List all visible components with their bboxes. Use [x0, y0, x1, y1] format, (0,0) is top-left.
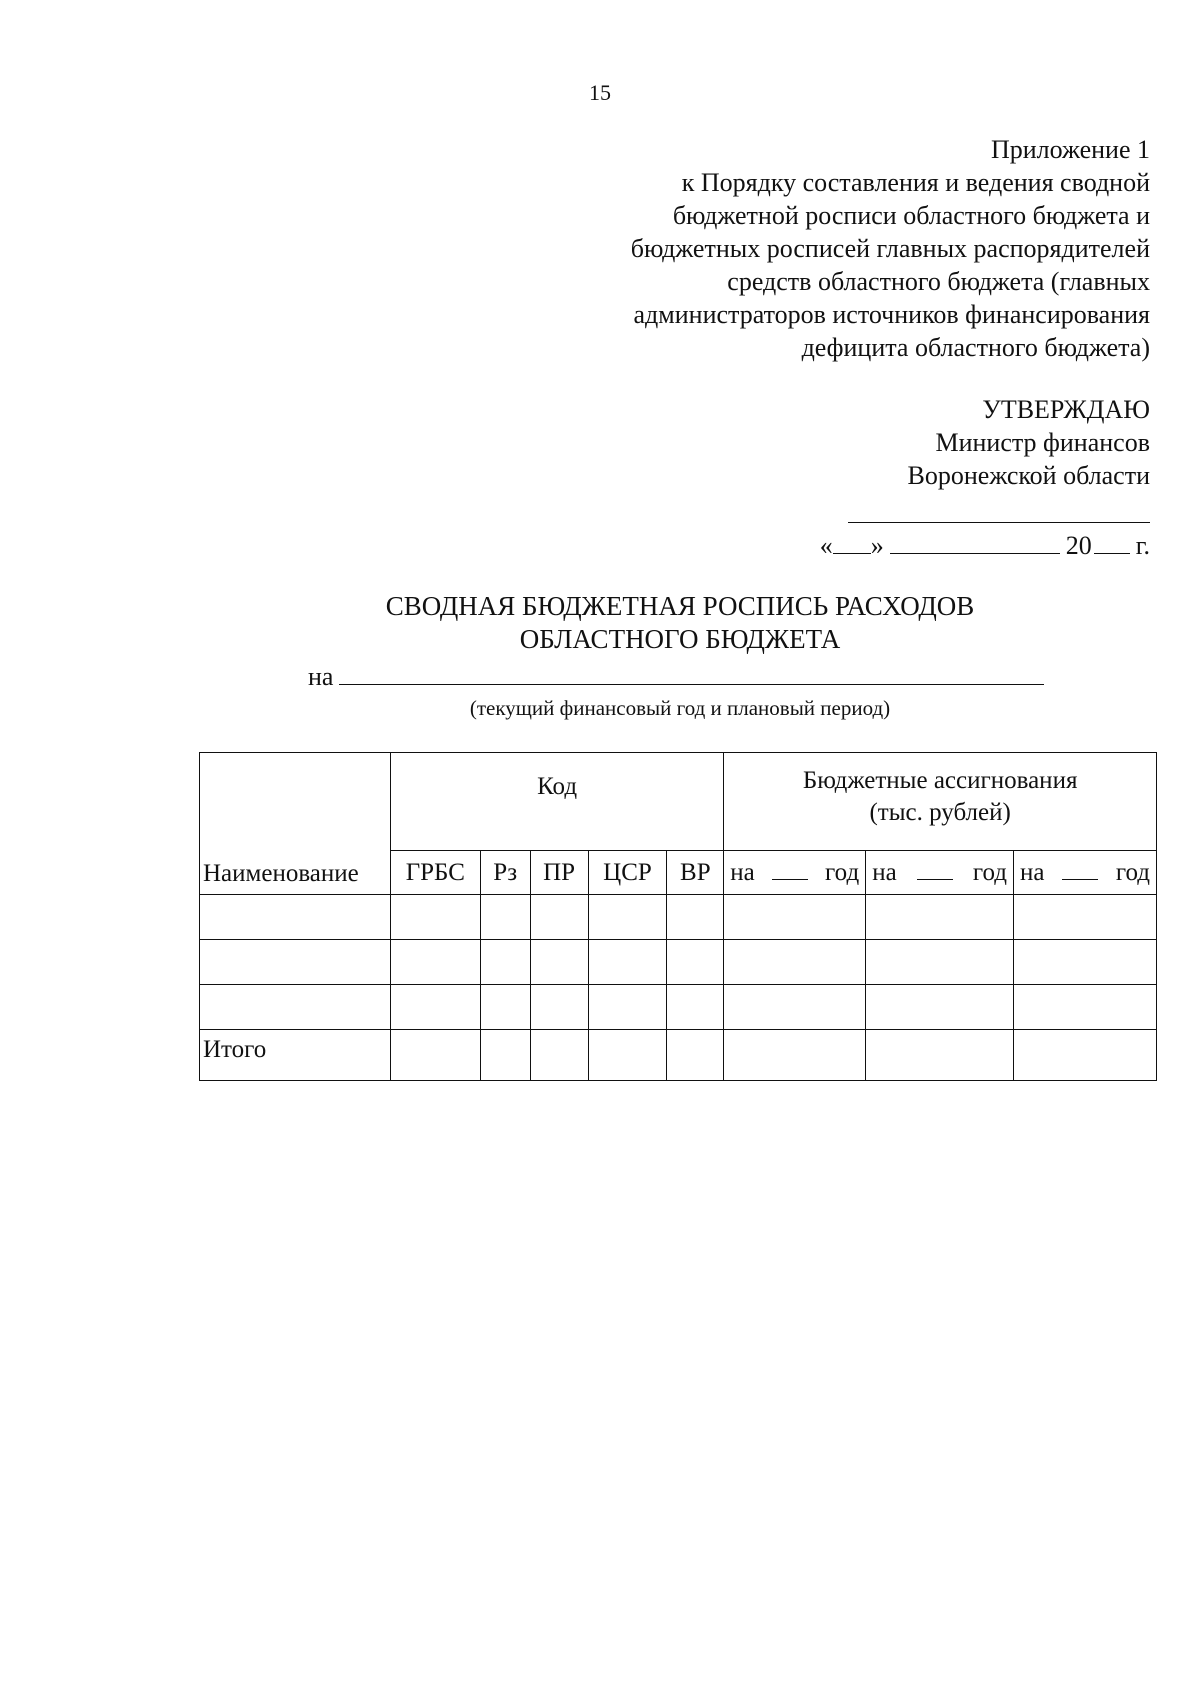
period-hint: (текущий финансовый год и плановый период) [469, 696, 891, 720]
table-cell[interactable] [724, 985, 866, 1030]
appendix-line: средств областного бюджета (главных [727, 267, 1150, 296]
approval-date [820, 529, 1150, 561]
appendix-line: бюджетной росписи областного бюджета и [672, 201, 1150, 230]
header-year-3 [1014, 851, 1157, 895]
table-cell[interactable] [588, 985, 667, 1030]
header-pr: ПР [530, 851, 588, 895]
year-prefix: 20 [1065, 531, 1092, 560]
page-number: 15 [589, 80, 611, 105]
header-year-1 [724, 851, 866, 895]
document-title [0, 590, 1200, 656]
table-cell[interactable] [390, 985, 480, 1030]
year-blank[interactable] [772, 859, 808, 880]
table-cell[interactable] [588, 1030, 667, 1081]
header-ba-line1: Бюджетные ассигнования [802, 767, 1078, 794]
appendix-line: к Порядку составления и ведения сводной [681, 168, 1150, 197]
table-cell[interactable] [390, 895, 480, 940]
appendix-line: бюджетных росписей главных распорядителей [630, 234, 1150, 263]
header-rz: Рз [480, 851, 530, 895]
table-cell[interactable] [866, 1030, 1014, 1081]
year-suffix: год [1115, 858, 1150, 886]
header-name: Наименование [200, 753, 391, 895]
year-suffix: год [972, 858, 1008, 886]
period-blank[interactable] [339, 660, 1044, 685]
year-suffix: г. [1135, 531, 1150, 560]
header-budget-allocations [724, 753, 1157, 851]
table-cell[interactable] [200, 985, 391, 1030]
table-cell[interactable] [200, 940, 391, 985]
table-cell[interactable] [1014, 940, 1157, 985]
header-vr: ВР [667, 851, 724, 895]
year-prefix: на [872, 858, 897, 886]
month-blank[interactable] [890, 529, 1060, 554]
year-blank[interactable] [917, 859, 953, 880]
year-suffix: год [825, 858, 860, 886]
table-cell[interactable] [866, 985, 1014, 1030]
signature-line[interactable] [848, 522, 1150, 523]
table-cell[interactable] [866, 940, 1014, 985]
title-line-1: СВОДНАЯ БЮДЖЕТНАЯ РОСПИСЬ РАСХОДОВ [385, 591, 975, 621]
table-row [200, 985, 1157, 1030]
appendix-line: администраторов источников финансирования [633, 300, 1150, 329]
table-cell[interactable] [1014, 895, 1157, 940]
header-grbs: ГРБС [390, 851, 480, 895]
table-cell[interactable] [530, 1030, 588, 1081]
year-prefix: на [1020, 858, 1045, 886]
table-cell[interactable] [667, 940, 724, 985]
header-kod: Код [390, 753, 723, 851]
date-close-quote: » [870, 531, 884, 560]
appendix-block [510, 133, 1150, 364]
year-blank[interactable] [1094, 529, 1130, 554]
approval-heading: УТВЕРЖДАЮ [982, 395, 1150, 424]
approval-region: Воронежской области [907, 461, 1150, 490]
approval-block [650, 393, 1150, 492]
year-blank[interactable] [1062, 859, 1098, 880]
table-cell[interactable] [724, 895, 866, 940]
table-cell[interactable] [1014, 985, 1157, 1030]
table-cell[interactable] [530, 940, 588, 985]
table-cell[interactable] [724, 940, 866, 985]
appendix-line: дефицита областного бюджета) [801, 333, 1150, 362]
table-cell[interactable] [866, 895, 1014, 940]
table-row [200, 940, 1157, 985]
date-open-quote: « [819, 531, 833, 560]
table-cell[interactable] [480, 895, 530, 940]
total-label: Итого [200, 1030, 391, 1081]
table-cell[interactable] [667, 985, 724, 1030]
table-cell[interactable] [390, 940, 480, 985]
table-cell[interactable] [588, 940, 667, 985]
table-cell[interactable] [1014, 1030, 1157, 1081]
table-cell[interactable] [724, 1030, 866, 1081]
table-cell[interactable] [667, 895, 724, 940]
year-prefix: на [730, 858, 755, 886]
header-year-2 [866, 851, 1014, 895]
table-cell[interactable] [667, 1030, 724, 1081]
table-cell[interactable] [530, 895, 588, 940]
table-cell[interactable] [588, 895, 667, 940]
table-cell[interactable] [200, 895, 391, 940]
table-row [200, 895, 1157, 940]
table-cell[interactable] [480, 985, 530, 1030]
table-cell[interactable] [390, 1030, 480, 1081]
table-cell[interactable] [480, 1030, 530, 1081]
title-line-2: ОБЛАСТНОГО БЮДЖЕТА [519, 624, 841, 654]
budget-table [199, 752, 1157, 1081]
period-label: на [308, 662, 334, 691]
header-ba-line2: (тыс. рублей) [869, 799, 1011, 826]
table-cell[interactable] [480, 940, 530, 985]
approval-position: Министр финансов [935, 428, 1150, 457]
appendix-line: Приложение 1 [990, 135, 1150, 164]
table-cell[interactable] [530, 985, 588, 1030]
total-row [200, 1030, 1157, 1081]
day-blank[interactable] [833, 529, 871, 554]
header-csr: ЦСР [588, 851, 667, 895]
period-row [308, 660, 1044, 692]
